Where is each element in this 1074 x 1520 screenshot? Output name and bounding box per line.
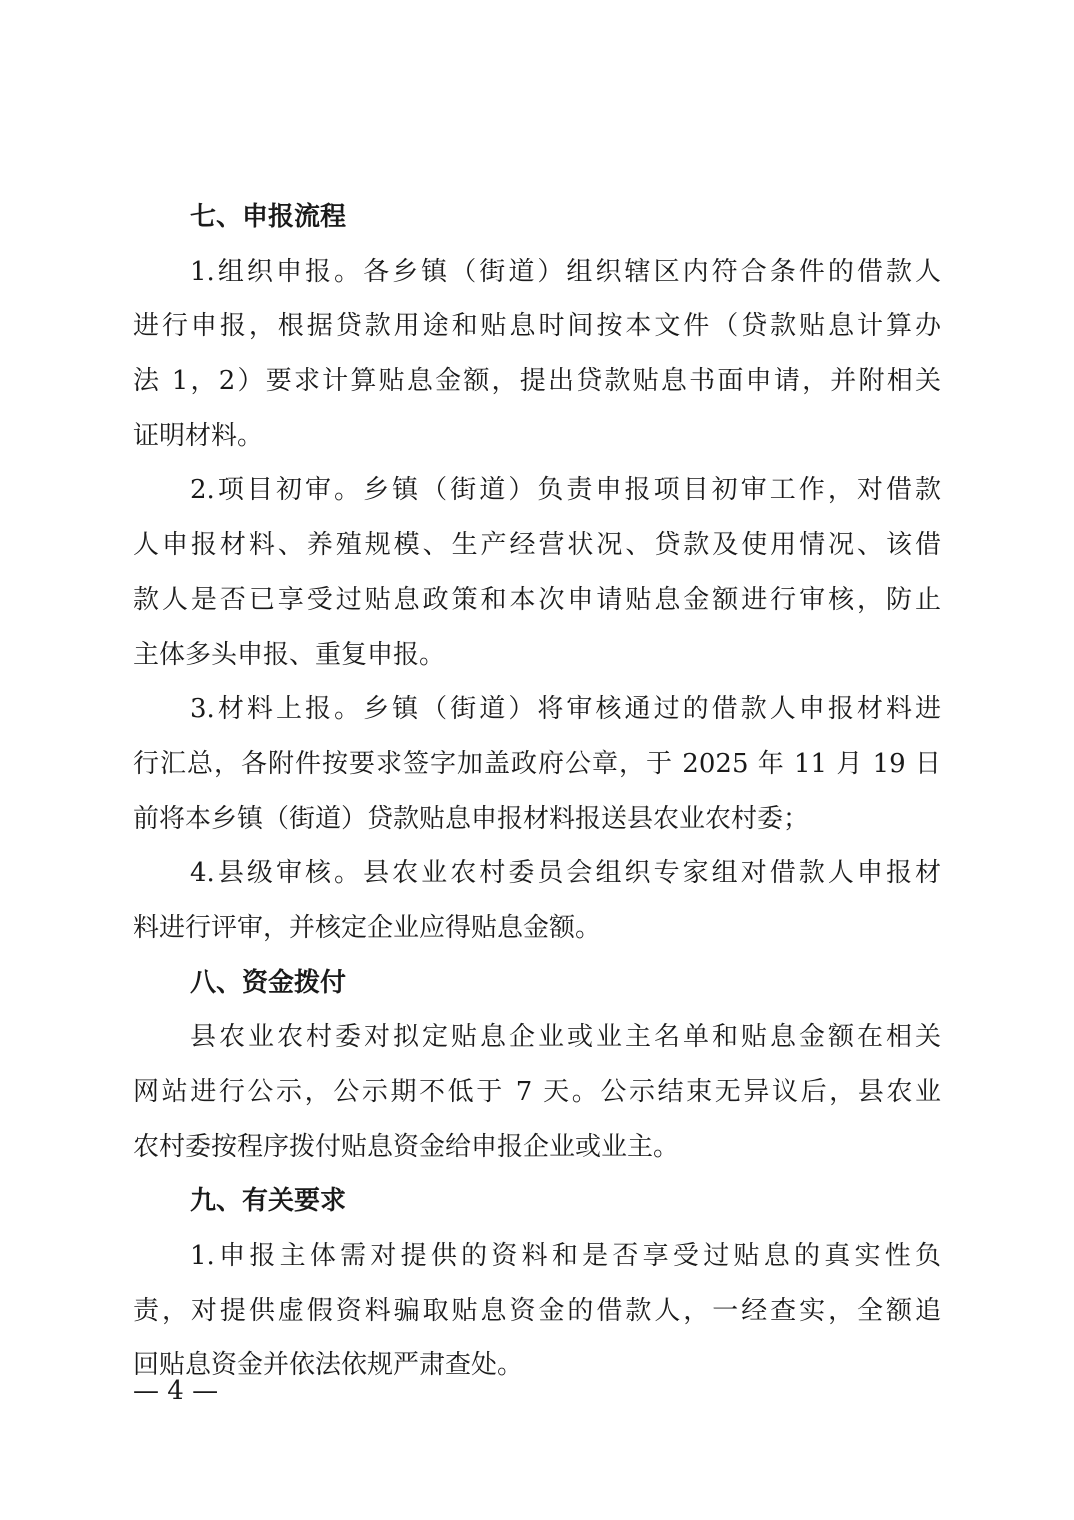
paragraph-line: 农村委按程序拨付贴息资金给申报企业或业主。 <box>133 1131 680 1162</box>
paragraph-line: 款人是否已享受过贴息政策和本次申请贴息金额进行审核，防止 <box>133 584 941 615</box>
paragraph-line: 2.项目初审。乡镇（街道）负责申报项目初审工作，对借款 <box>190 475 941 506</box>
paragraph-line: 1.组织申报。各乡镇（街道）组织辖区内符合条件的借款人 <box>190 256 941 287</box>
section-heading <box>133 956 941 1011</box>
heading-text: 八、资金拨付 <box>190 967 347 998</box>
paragraph-line: 4.县级审核。县农业农村委员会组织专家组对借款人申报材 <box>190 858 941 889</box>
paragraph <box>133 846 941 955</box>
paragraph-line: 县农业农村委对拟定贴息企业或业主名单和贴息金额在相关 <box>190 1022 941 1053</box>
paragraph-line: 3.材料上报。乡镇（街道）将审核通过的借款人申报材料进 <box>190 694 941 725</box>
paragraph-line: 进行申报，根据贷款用途和贴息时间按本文件（贷款贴息计算办 <box>133 311 941 342</box>
paragraph-line: 料进行评审，并核定企业应得贴息金额。 <box>133 912 602 943</box>
paragraph-line: 网站进行公示，公示期不低于 7 天。公示结束无异议后，县农业 <box>133 1077 941 1107</box>
paragraph-line: 1.申报主体需对提供的资料和是否享受过贴息的真实性负 <box>190 1241 941 1272</box>
paragraph <box>133 682 941 846</box>
section-heading <box>133 1174 941 1229</box>
paragraph-line: 前将本乡镇（街道）贷款贴息申报材料报送县农业农村委； <box>133 803 810 834</box>
paragraph-line: 责，对提供虚假资料骗取贴息资金的借款人，一经查实，全额追 <box>133 1295 941 1326</box>
paragraph-line: 法 1，2）要求计算贴息金额，提出贷款贴息书面申请，并附相关 <box>133 366 941 397</box>
paragraph-line: 回贴息资金并依法依规严肃查处。 <box>133 1350 524 1381</box>
paragraph <box>133 1010 941 1174</box>
document-body <box>133 190 941 1393</box>
paragraph <box>133 1229 941 1393</box>
heading-text: 九、有关要求 <box>190 1186 347 1217</box>
paragraph-line: 人申报材料、养殖规模、生产经营状况、贷款及使用情况、该借 <box>133 530 941 561</box>
paragraph <box>133 245 941 464</box>
section-heading <box>133 190 941 245</box>
heading-text: 七、申报流程 <box>190 202 347 232</box>
paragraph <box>133 463 941 682</box>
paragraph-line: 主体多头申报、重复申报。 <box>133 639 446 670</box>
paragraph-line: 证明材料。 <box>133 420 264 451</box>
paragraph-line: 行汇总，各附件按要求签字加盖政府公章，于 2025 年 11 月 19 日 <box>133 748 941 779</box>
page-number: — 4 — <box>133 1376 219 1406</box>
